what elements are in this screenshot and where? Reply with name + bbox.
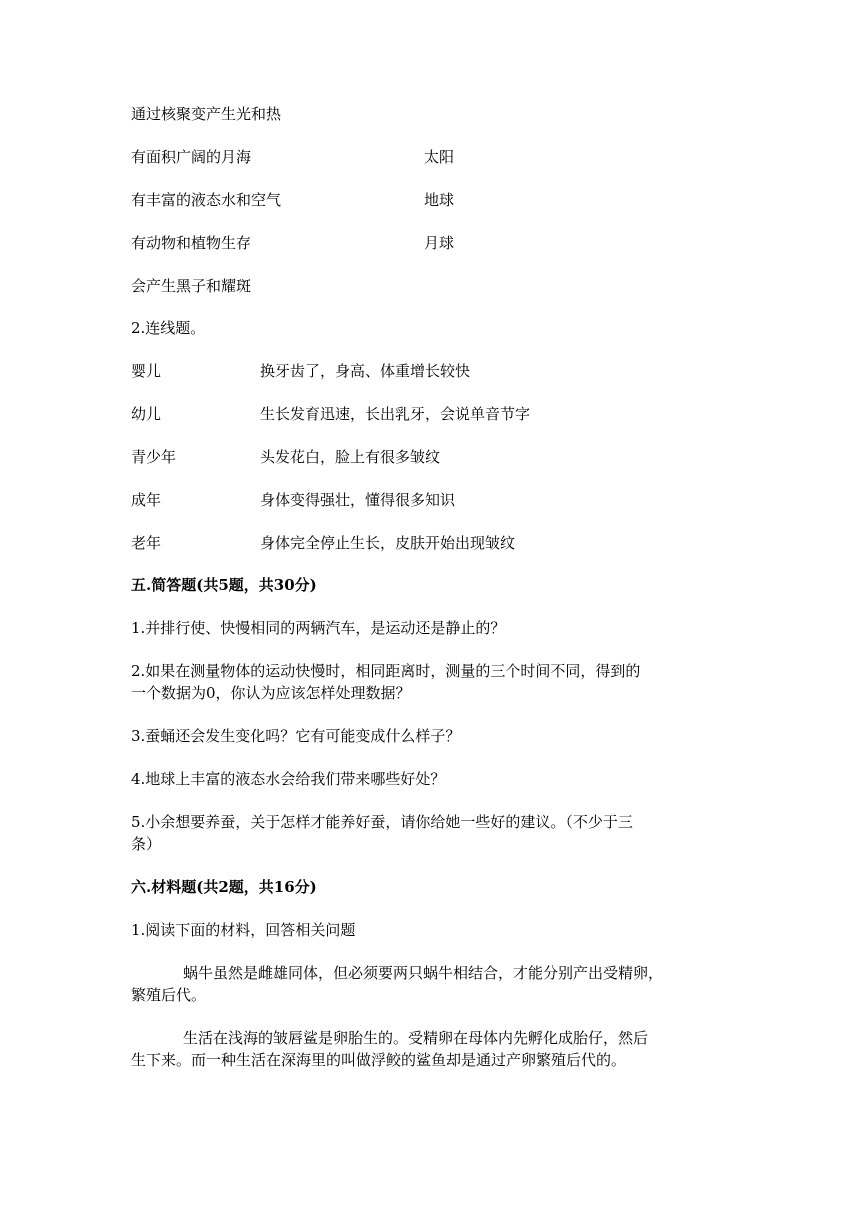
match2-right-item: 身体完全停止生长，皮肤开始出现皱纹 — [260, 534, 516, 552]
match2-right-item: 身体变得强壮，懂得很多知识 — [260, 491, 456, 509]
match2-left-item: 老年 — [131, 534, 162, 552]
section5-question-3: 3.蚕蛹还会发生变化吗？它有可能变成什么样子？ — [131, 727, 461, 745]
material-paragraph-1-line1: 蜗牛虽然是雌雄同体，但必须要两只蜗牛相结合，才能分别产出受精卵， — [183, 964, 664, 982]
section5-question-1: 1.并排行使、快慢相同的两辆汽车，是运动还是静止的？ — [131, 619, 506, 637]
match1-left-item: 有丰富的液态水和空气 — [131, 191, 282, 209]
match2-left-item: 幼儿 — [131, 405, 162, 423]
match1-left-item: 有面积广阔的月海 — [131, 148, 252, 166]
match2-right-item: 生长发育迅速，长出乳牙，会说单音节字 — [260, 405, 531, 423]
match1-right-item: 太阳 — [424, 148, 455, 166]
match2-left-item: 青少年 — [131, 448, 177, 466]
match1-left-item: 有动物和植物生存 — [131, 234, 252, 252]
material-paragraph-2-line1: 生活在浅海的皱唇鲨是卵胎生的。受精卵在母体内先孵化成胎仔，然后 — [183, 1029, 649, 1047]
match2-left-item: 成年 — [131, 491, 162, 509]
section5-question-2-line1: 2.如果在测量物体的运动快慢时，相同距离时，测量的三个时间不同，得到的 — [131, 662, 641, 680]
match2-right-item: 头发花白，脸上有很多皱纹 — [260, 448, 441, 466]
section5-question-5-line1: 5.小余想要养蚕，关于怎样才能养好蚕，请你给她一些好的建议。（不少于三 — [131, 813, 633, 831]
material-paragraph-2-line2: 生下来。而一种生活在深海里的叫做浮鲛的鲨鱼却是通过产卵繁殖后代的。 — [131, 1051, 627, 1069]
match1-right-item: 地球 — [424, 191, 455, 209]
match1-right-item: 月球 — [424, 234, 455, 252]
section5-heading: 五.简答题(共5题，共30分) — [131, 576, 317, 594]
match2-right-item: 换牙齿了，身高、体重增长较快 — [260, 362, 471, 380]
section6-question-1: 1.阅读下面的材料，回答相关问题 — [131, 921, 356, 939]
match1-left-item: 会产生黑子和耀斑 — [131, 277, 252, 295]
section5-question-2-line2: 一个数据为0，你认为应该怎样处理数据？ — [131, 684, 411, 702]
section5-question-4: 4.地球上丰富的液态水会给我们带来哪些好处？ — [131, 770, 446, 788]
material-paragraph-1-line2: 繁殖后代。 — [131, 986, 207, 1004]
section5-question-5-line2: 条） — [131, 835, 162, 853]
section6-heading: 六.材料题(共2题，共16分) — [131, 878, 317, 896]
match1-left-item: 通过核聚变产生光和热 — [131, 105, 282, 123]
match2-title: 2.连线题。 — [131, 319, 206, 337]
match2-left-item: 婴儿 — [131, 362, 162, 380]
